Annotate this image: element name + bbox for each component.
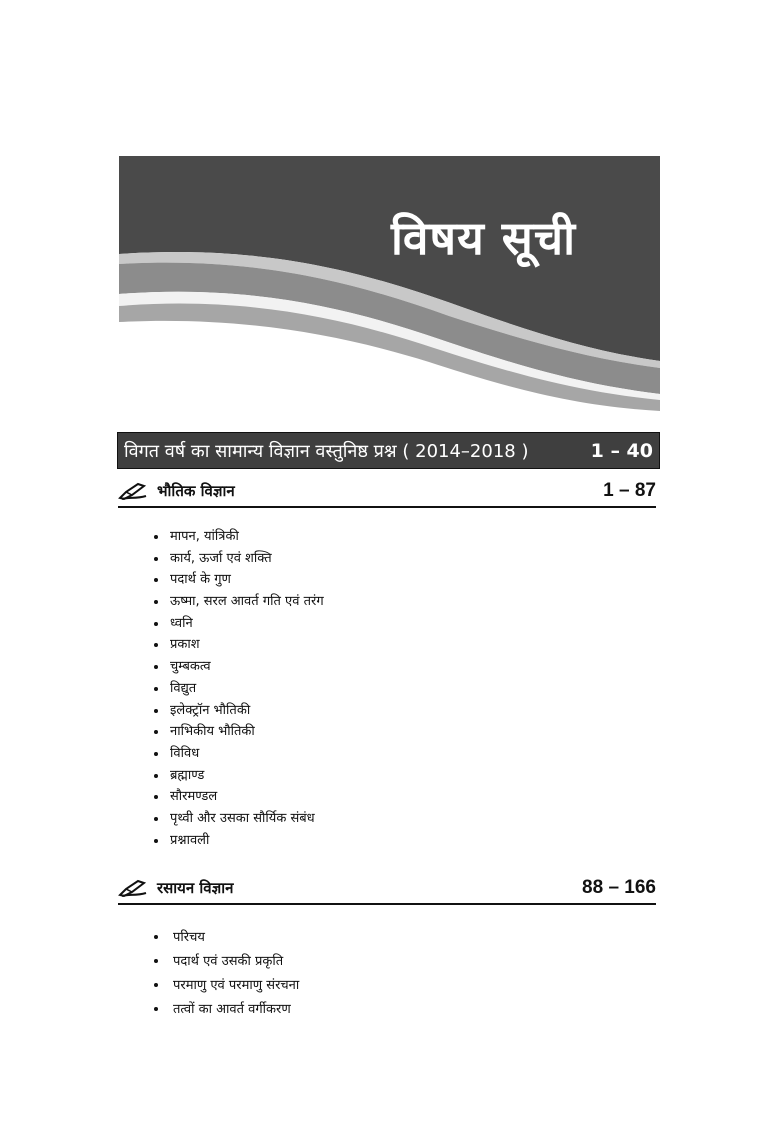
previous-years-bar (117, 432, 660, 469)
physics-topic-list (152, 526, 324, 851)
list-item: प्रश्नावली (152, 830, 324, 852)
chemistry-topic-list (152, 926, 299, 1022)
list-item: सौरमण्डल (152, 786, 324, 808)
wave-banner-graphic (119, 156, 660, 418)
section-header-chemistry (118, 873, 656, 905)
section-title-chemistry: रसायन विज्ञान (157, 879, 234, 897)
list-item: मापन, यांत्रिकी (152, 526, 324, 548)
pen-writing-icon (118, 481, 148, 501)
list-item: विद्युत (152, 678, 324, 700)
section-range-chemistry: 88 – 166 (582, 877, 656, 898)
list-item: पदार्थ के गुण (152, 569, 324, 591)
previous-years-title: विगत वर्ष का सामान्य विज्ञान वस्तुनिष्ठ प्रश्न ( 2014–2018 ) (124, 440, 529, 462)
list-item: विविध (152, 743, 324, 765)
list-item: ऊष्मा, सरल आवर्त गति एवं तरंग (152, 591, 324, 613)
list-item: इलेक्ट्रॉन भौतिकी (152, 700, 324, 722)
list-item: परमाणु एवं परमाणु संरचना (152, 974, 299, 998)
list-item: ध्वनि (152, 613, 324, 635)
list-item: पदार्थ एवं उसकी प्रकृति (152, 950, 299, 974)
banner-title: विषय सूची (391, 211, 576, 265)
list-item: नाभिकीय भौतिकी (152, 721, 324, 743)
list-item: परिचय (152, 926, 299, 950)
contents-banner (119, 156, 660, 418)
list-item: चुम्बकत्व (152, 656, 324, 678)
list-item: पृथ्वी और उसका सौर्यिक संबंध (152, 808, 324, 830)
section-header-physics (118, 476, 656, 508)
pen-writing-icon (118, 878, 148, 898)
list-item: ब्रह्माण्ड (152, 765, 324, 787)
previous-years-range: 1 – 40 (590, 439, 653, 462)
section-range-physics: 1 – 87 (603, 480, 656, 501)
list-item: तत्वों का आवर्त वर्गीकरण (152, 998, 299, 1022)
section-title-physics: भौतिक विज्ञान (157, 482, 235, 500)
list-item: प्रकाश (152, 634, 324, 656)
list-item: कार्य, ऊर्जा एवं शक्ति (152, 548, 324, 570)
